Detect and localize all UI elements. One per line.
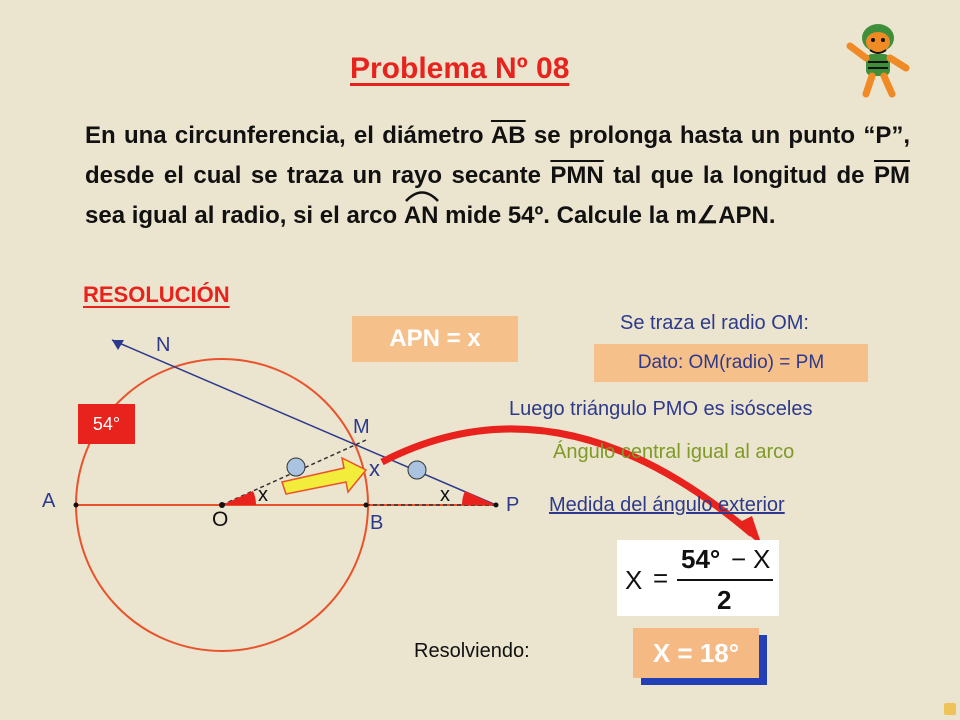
tick-mark-om-icon [287, 458, 305, 476]
formula-box [617, 540, 779, 616]
note-central-angle: Ángulo central igual al arco [553, 441, 795, 463]
point-b [364, 503, 369, 508]
angle-p-marker [462, 491, 496, 505]
segment-ab: $\overline{AB}$ [490, 122, 526, 149]
problem-text-5: mide 54º. Calcule la m [438, 202, 697, 229]
label-x-m: x [369, 456, 380, 481]
problem-text-1: En una circunferencia, el diámetro [85, 122, 491, 149]
angle-o-marker [222, 491, 256, 505]
formula-equals: = [653, 563, 669, 593]
formula-minus: − [731, 544, 747, 574]
resolution-heading: RESOLUCIÓN [83, 282, 230, 307]
problem-text-6: APN. [718, 202, 776, 229]
label-x-p: x [440, 484, 450, 506]
label-b: B [370, 512, 384, 534]
page-title: Problema Nº 08 [350, 52, 570, 85]
apn-equals-x-box: APN = x [352, 316, 518, 362]
point-p [494, 503, 499, 508]
dato-box: Dato: OM(radio) = PM [594, 344, 868, 382]
point-a [74, 503, 79, 508]
problem-text-4: sea igual al radio, si el arco [85, 202, 404, 229]
formula-lhs: X [625, 565, 643, 595]
angle-symbol-icon: ∠ [696, 202, 719, 229]
answer-box: X = 18° [633, 628, 759, 678]
arc-an-label: AN [403, 202, 439, 229]
arc-angle-badge: 54° [78, 404, 135, 444]
tick-mark-mp-icon [408, 461, 426, 479]
label-x-o: x [258, 484, 268, 506]
label-m: M [353, 416, 370, 438]
note-isosceles: Luego triángulo PMO es isósceles [509, 398, 813, 420]
slide-corner-marker [944, 703, 956, 715]
formula-numerator-b: X [753, 544, 771, 574]
fraction-bar [677, 579, 773, 581]
label-o: O [212, 508, 229, 531]
label-n: N [156, 334, 171, 356]
note-exterior-angle: Medida del ángulo exterior [549, 494, 785, 516]
segment-pmn: $\overline{PMN}$ [550, 162, 604, 189]
problem-text-3: tal que la longitud de [603, 162, 875, 189]
solving-label: Resolviendo: [414, 640, 530, 662]
label-a: A [42, 490, 56, 512]
problem-text-2: se prolonga hasta un punto “P”, desde el cual se traza un rayo secante [85, 122, 910, 189]
formula-numerator-a: 54° [681, 544, 721, 574]
formula-denominator: 2 [717, 585, 732, 615]
label-p: P [506, 494, 520, 516]
note-radius: Se traza el radio OM: [620, 312, 809, 334]
segment-pm: $\overline{PM}$ [874, 162, 911, 189]
